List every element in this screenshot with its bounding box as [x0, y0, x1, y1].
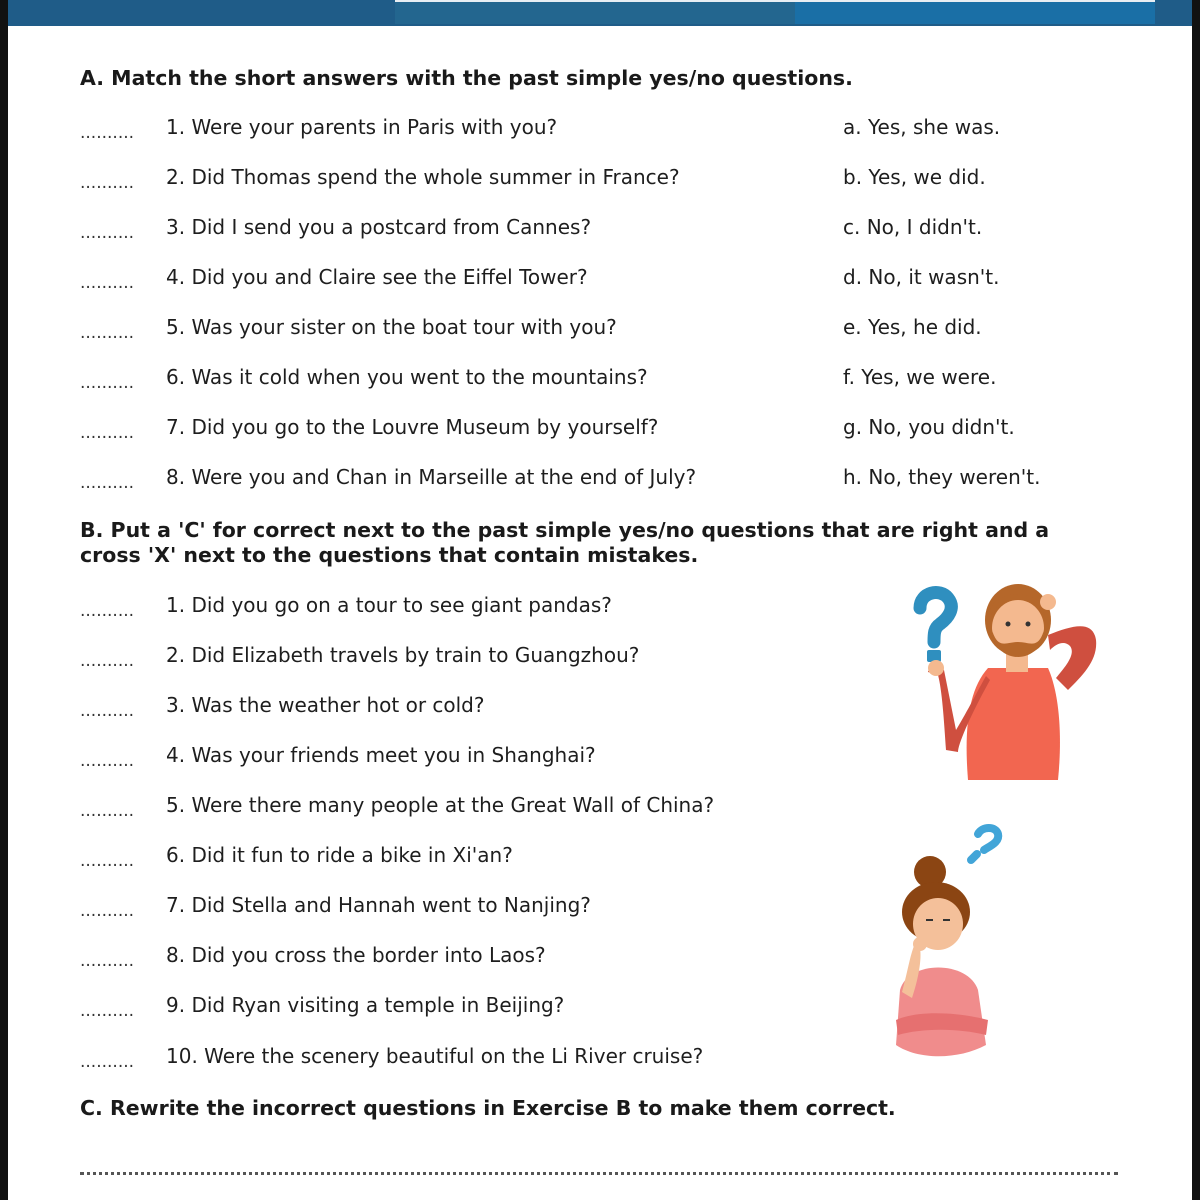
answer-blank[interactable]: ..........	[80, 851, 135, 871]
section-b-question-row	[80, 740, 596, 770]
answer-blank[interactable]: ..........	[80, 223, 135, 243]
section-a-heading: A. Match the short answers with the past simple yes/no questions.	[80, 66, 853, 90]
section-b-question-row	[80, 690, 485, 720]
section-a-question-row	[80, 312, 617, 342]
question-text: 8. Did you cross the border into Laos?	[166, 943, 546, 967]
header-bar-line	[395, 0, 1155, 2]
question-text: 8. Were you and Chan in Marseille at the end of July?	[166, 465, 697, 489]
question-text: 1. Did you go on a tour to see giant pandas?	[166, 593, 612, 617]
question-text: 3. Was the weather hot or cold?	[166, 693, 485, 717]
question-text: 7. Did you go to the Louvre Museum by yourself?	[166, 415, 659, 439]
short-answer: b. Yes, we did.	[843, 165, 986, 189]
answer-blank[interactable]: ..........	[80, 423, 135, 443]
section-b-question-row	[80, 990, 564, 1020]
question-text: 3. Did I send you a postcard from Cannes?	[166, 215, 592, 239]
question-text: 5. Was your sister on the boat tour with you?	[166, 315, 617, 339]
question-text: 7. Did Stella and Hannah went to Nanjing?	[166, 893, 591, 917]
question-text: 2. Did Elizabeth travels by train to Guangzhou?	[166, 643, 640, 667]
short-answer: g. No, you didn't.	[843, 415, 1015, 439]
answer-blank[interactable]: ..........	[80, 751, 135, 771]
question-text: 9. Did Ryan visiting a temple in Beijing?	[166, 993, 565, 1017]
answer-blank[interactable]: ..........	[80, 1001, 135, 1021]
section-a-question-row	[80, 162, 680, 192]
section-b-question-row	[80, 640, 639, 670]
section-b-question-row	[80, 590, 612, 620]
section-b-question-row	[80, 790, 714, 820]
answer-blank[interactable]: ..........	[80, 651, 135, 671]
question-mark-icon	[971, 828, 998, 860]
question-text: 4. Was your friends meet you in Shanghai?	[166, 743, 596, 767]
section-a-question-row	[80, 362, 648, 392]
section-a-question-row	[80, 262, 588, 292]
question-text: 4. Did you and Claire see the Eiffel Tower?	[166, 265, 588, 289]
section-a-question-row	[80, 412, 658, 442]
section-b-question-row	[80, 1041, 703, 1071]
short-answer: f. Yes, we were.	[843, 365, 997, 389]
section-b-heading-line2: cross 'X' next to the questions that contain mistakes.	[80, 543, 699, 567]
answer-blank[interactable]: ..........	[80, 801, 135, 821]
question-text: 6. Was it cold when you went to the mountains?	[166, 365, 648, 389]
short-answer: d. No, it wasn't.	[843, 265, 1000, 289]
section-a-question-row	[80, 212, 591, 242]
short-answer: c. No, I didn't.	[843, 215, 983, 239]
section-b-heading: B. Put a 'C' for correct next to the past simple yes/no questions that are right and a	[80, 518, 1050, 542]
answer-blank[interactable]: ..........	[80, 373, 135, 393]
section-b-question-row	[80, 890, 591, 920]
header-bar-segment	[795, 0, 1155, 24]
question-mark-icon	[920, 593, 951, 662]
short-answer: e. Yes, he did.	[843, 315, 982, 339]
section-a-question-row	[80, 112, 557, 142]
section-a-question-row	[80, 462, 696, 492]
header-bar	[8, 0, 1192, 26]
answer-blank[interactable]: ..........	[80, 951, 135, 971]
header-bar-segment	[395, 0, 795, 24]
answer-blank[interactable]: ..........	[80, 273, 135, 293]
worksheet-page	[8, 0, 1192, 1200]
question-text: 1. Were your parents in Paris with you?	[166, 115, 558, 139]
question-text: 2. Did Thomas spend the whole summer in France?	[166, 165, 680, 189]
answer-blank[interactable]: ..........	[80, 173, 135, 193]
section-b-question-row	[80, 840, 513, 870]
answer-blank[interactable]: ..........	[80, 601, 135, 621]
answer-blank[interactable]: ..........	[80, 701, 135, 721]
answer-blank[interactable]: ..........	[80, 323, 135, 343]
answer-blank[interactable]: ..........	[80, 473, 135, 493]
short-answer: h. No, they weren't.	[843, 465, 1041, 489]
thinking-woman-illustration	[878, 820, 1018, 1065]
section-b-question-row	[80, 940, 546, 970]
answer-blank[interactable]: ..........	[80, 1052, 135, 1072]
section-c-heading: C. Rewrite the incorrect questions in Exercise B to make them correct.	[80, 1096, 896, 1120]
answer-writing-line[interactable]	[80, 1152, 1118, 1175]
answer-blank[interactable]: ..........	[80, 901, 135, 921]
thinking-man-illustration	[898, 580, 1108, 785]
question-text: 10. Were the scenery beautiful on the Li River cruise?	[166, 1044, 704, 1068]
question-text: 6. Did it fun to ride a bike in Xi'an?	[166, 843, 513, 867]
question-text: 5. Were there many people at the Great Wall of China?	[166, 793, 715, 817]
short-answer: a. Yes, she was.	[843, 115, 1001, 139]
answer-blank[interactable]: ..........	[80, 123, 135, 143]
